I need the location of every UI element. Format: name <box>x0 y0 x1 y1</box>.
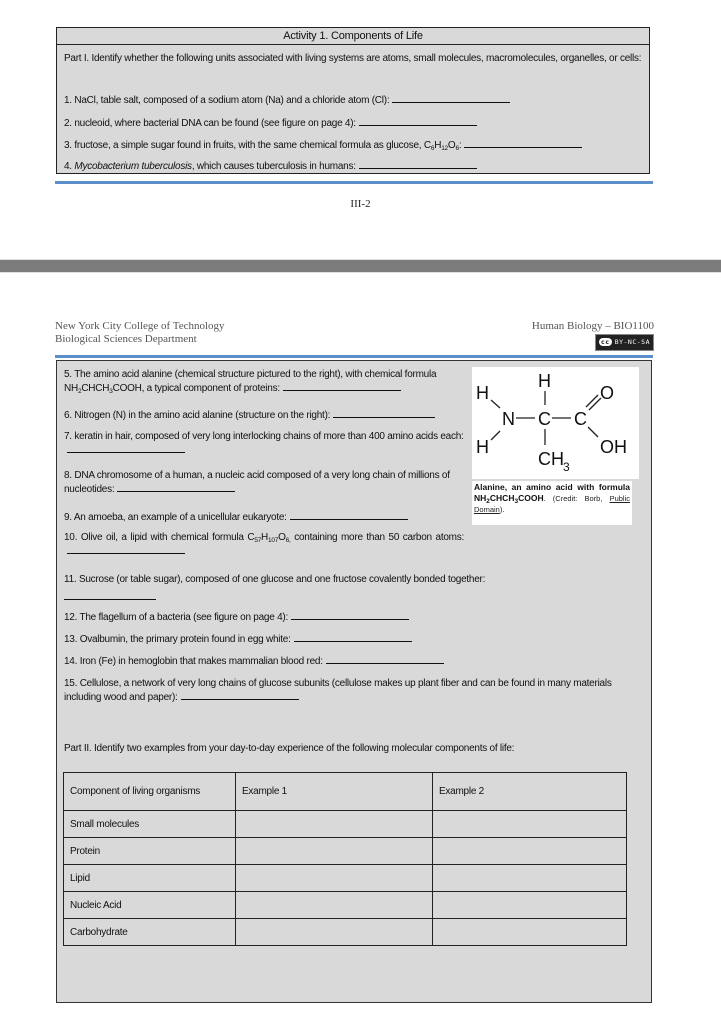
answer-blank-7[interactable] <box>67 443 185 453</box>
table-row <box>64 892 627 919</box>
svg-text:N: N <box>502 409 515 429</box>
question-5: 5. The amino acid alanine (chemical structure pictured to the right), with chemical formula $NH_2CHCH_3COOH$, a typical component of proteins: <box>64 369 437 395</box>
table-row <box>64 865 627 892</box>
activity-box <box>56 27 650 174</box>
question-13: 13. Ovalbumin, the primary protein found in egg white: <box>64 632 412 646</box>
answer-blank-5[interactable] <box>283 381 401 391</box>
question-12: 12. The flagellum of a bacteria (see figure on page 4): <box>64 610 409 624</box>
example-1-cell[interactable] <box>236 919 433 946</box>
alanine-structure <box>472 367 639 479</box>
row-label: Small molecules <box>64 811 236 838</box>
activity-title: Activity 1. Components of Life <box>57 28 649 45</box>
example-1-cell[interactable] <box>236 811 433 838</box>
question-11: 11. Sucrose (or table sugar), composed of one glucose and one fructose covalently bonded together: <box>64 571 625 607</box>
row-label: Carbohydrate <box>64 919 236 946</box>
question-4: 4. Mycobacterium tuberculosis, which causes tuberculosis in humans: <box>64 159 477 173</box>
question-7: 7. keratin in hair, composed of very long interlocking chains of more than 400 amino acids each: <box>64 431 464 457</box>
footer-rule <box>55 181 653 184</box>
cc-icon: cc <box>600 338 610 346</box>
part2-instructions: Part II. Identify two examples from your day-to-day experience of the following molecular components of life: <box>64 743 515 754</box>
answer-blank-9[interactable] <box>290 510 408 520</box>
example-2-cell[interactable] <box>433 838 627 865</box>
table-row <box>64 811 627 838</box>
header-institution: New York City College of Technology Biological Sciences Department <box>55 320 225 345</box>
svg-text:CH: CH <box>538 449 564 469</box>
example-2-cell[interactable] <box>433 811 627 838</box>
table-row <box>64 919 627 946</box>
example-2-cell[interactable] <box>433 865 627 892</box>
question-3: 3. fructose, a simple sugar found in fruits, with the same chemical formula as glucose, $C_6H_{12}O_6$: <box>64 138 582 152</box>
row-label: Nucleic Acid <box>64 892 236 919</box>
alanine-figure <box>472 367 639 525</box>
answer-blank-15[interactable] <box>181 690 299 700</box>
svg-text:OH: OH <box>600 437 627 457</box>
answer-blank-11[interactable] <box>64 590 156 600</box>
part1-instructions: Part I. Identify whether the following units associated with living systems are atoms, small molecules, macromolecules, organelles, or cells: <box>64 53 642 64</box>
svg-text:O: O <box>600 383 615 403</box>
row-label: Protein <box>64 838 236 865</box>
answer-blank-6[interactable] <box>333 408 435 418</box>
answer-blank-14[interactable] <box>326 654 444 664</box>
example-1-cell[interactable] <box>236 838 433 865</box>
answer-blank-12[interactable] <box>291 610 409 620</box>
question-9: 9. An amoeba, an example of a unicellular eukaryote: <box>64 510 408 524</box>
answer-blank-8[interactable] <box>117 482 235 492</box>
question-10: 10. Olive oil, a lipid with chemical formula $C_{57}H_{107}O_{6,}$ containing more than 50 carbon atoms: <box>64 532 464 558</box>
questions-box <box>56 360 652 1003</box>
molecule-diagram-icon <box>472 367 639 479</box>
table-row <box>64 838 627 865</box>
answer-blank-3[interactable] <box>464 138 582 148</box>
svg-text:H: H <box>476 383 489 403</box>
table-header-row <box>64 773 627 811</box>
figure-caption: Alanine, an amino acid with formula $NH_2CHCH_3COOH$. (Credit: Borb, Public Domain). <box>472 481 632 525</box>
svg-text:H: H <box>538 371 551 391</box>
header-component: Component of living organisms <box>64 773 236 811</box>
question-14: 14. Iron (Fe) in hemoglobin that makes mammalian blood red: <box>64 654 444 668</box>
example-1-cell[interactable] <box>236 892 433 919</box>
answer-blank-1[interactable] <box>392 93 510 103</box>
question-1: 1. NaCl, table salt, composed of a sodium atom (Na) and a chloride atom (Cl): <box>64 93 510 107</box>
answer-blank-10[interactable] <box>67 544 185 554</box>
svg-text:C: C <box>538 409 551 429</box>
cc-license-badge: cc BY-NC-SA <box>595 334 654 351</box>
answer-blank-2[interactable] <box>359 116 477 126</box>
header-example-1: Example 1 <box>236 773 433 811</box>
row-label: Lipid <box>64 865 236 892</box>
page-number: III-2 <box>350 198 371 210</box>
svg-text:3: 3 <box>563 460 570 474</box>
answer-blank-13[interactable] <box>294 632 412 642</box>
header-course: Human Biology – BIO1100 cc BY-NC-SA <box>532 320 654 351</box>
question-2: 2. nucleoid, where bacterial DNA can be found (see figure on page 4): <box>64 116 477 130</box>
example-1-cell[interactable] <box>236 865 433 892</box>
question-15: 15. Cellulose, a network of very long chains of glucose subunits (cellulose makes up plant fiber and can be found in many materials including wood and paper): <box>64 678 612 703</box>
question-8: 8. DNA chromosome of a human, a nucleic acid composed of a very long chain of millions of nucleotides: <box>64 470 450 495</box>
components-table <box>63 772 627 946</box>
answer-blank-4[interactable] <box>359 159 477 169</box>
header-example-2: Example 2 <box>433 773 627 811</box>
page-separator <box>0 259 721 273</box>
question-6: 6. Nitrogen (N) in the amino acid alanine (structure on the right): <box>64 408 435 422</box>
example-2-cell[interactable] <box>433 919 627 946</box>
public-domain-link[interactable]: Public Domain <box>474 494 630 514</box>
svg-text:H: H <box>476 437 489 457</box>
svg-text:C: C <box>574 409 587 429</box>
example-2-cell[interactable] <box>433 892 627 919</box>
header-rule <box>55 355 653 358</box>
